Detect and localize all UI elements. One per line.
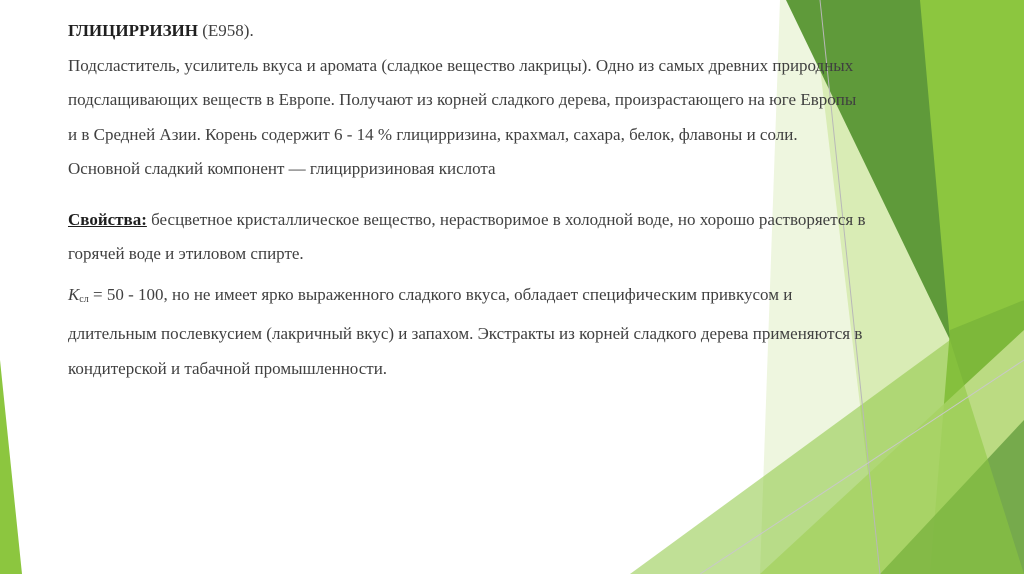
substance-name: ГЛИЦИРРИЗИН	[68, 21, 198, 40]
properties-text: бесцветное кристаллическое вещество, нерастворимое в холодной воде, но хорошо растворяется в горячей воде и этиловом спирте.	[68, 209, 866, 263]
decor-left-strip	[0, 360, 22, 574]
intro-paragraph	[68, 14, 868, 187]
properties-label: Свойства:	[68, 209, 147, 229]
sweetness-subscript: сл	[79, 293, 89, 305]
sweetness-symbol: К	[68, 284, 80, 304]
spacer	[68, 187, 868, 203]
properties-paragraph	[68, 203, 868, 272]
substance-code: (Е958).	[198, 21, 254, 40]
sweetness-paragraph	[68, 278, 868, 387]
sweetness-text: = 50 - 100, но не имеет ярко выраженного сладкого вкуса, обладает специфическим привкусом и длительным послевкусием (лакричный вкус) и запахом. Экстракты из корней сладкого дерева применяются в кондитерской и табачной промышленности.	[68, 284, 863, 378]
intro-text: Подсластитель, усилитель вкуса и аромата (сладкое вещество лакрицы). Одно из самых древних природных подслащивающих веществ в Европе. Получают из корней сладкого дерева, произрастающего на юге Европы и в Средней Азии. Корень содержит 6 - 14 % глицирризина, крахмал, сахара, белок, флавоны и соли. Основной сладкий компонент — глицирризиновая кислота	[68, 55, 857, 178]
slide-content	[68, 14, 868, 386]
